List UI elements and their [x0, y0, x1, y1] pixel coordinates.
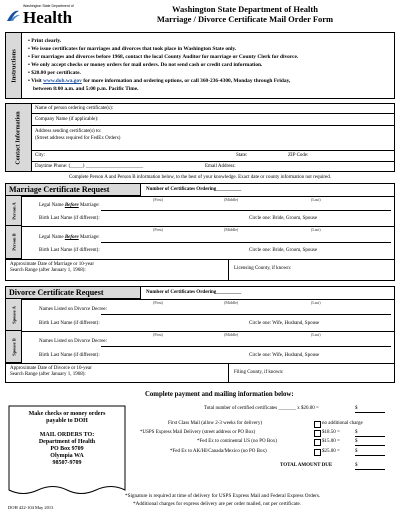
- person-b-circle[interactable]: Circle one: Bride, Groom, Spouse: [249, 248, 318, 253]
- total-due-amount[interactable]: $: [355, 463, 385, 470]
- title-line-2: Marriage / Divorce Certificate Mail Order Form: [156, 14, 334, 24]
- fedex-ak-charge: $25.00 =: [322, 449, 340, 454]
- fedex-ak-amount[interactable]: $: [355, 449, 385, 456]
- name-field-label[interactable]: Name of person ordering certificate(s):: [35, 106, 114, 111]
- divorce-date-label[interactable]: Approximate Date of Divorce or 10-year: [10, 366, 92, 371]
- first-class-charge: no additional charge: [322, 421, 363, 426]
- address-field-label[interactable]: Address sending certificate(s) to:: [35, 129, 102, 134]
- usps-checkbox[interactable]: [314, 430, 321, 437]
- completion-note: Complete Person A and Person B information below, to the best of your knowledge. Exact date or county information not required.: [69, 175, 331, 180]
- fedex-us-option: *Fed Ex to continental US (no PO Box): [197, 439, 277, 444]
- instruction-item: • We issue certificates for marriages and divorces that took place in Washington State only.: [28, 46, 237, 52]
- person-b-birth-last[interactable]: Birth Last Name (if different):: [39, 248, 100, 253]
- divorce-date-label-2: Search Range (after January 1, 1968):: [10, 372, 86, 377]
- marriage-num-certs[interactable]: Number of Certificates Ordering__________: [146, 187, 242, 192]
- payment-title: Complete payment and mailing information below:: [145, 391, 294, 398]
- marriage-county-field[interactable]: Licensing County, if known:: [234, 266, 292, 271]
- logo-mark-icon: [5, 7, 21, 23]
- person-b-legal-name[interactable]: Legal Name Before Marriage:: [39, 235, 100, 240]
- total-certs-amount[interactable]: $: [355, 406, 385, 413]
- spouse-a-listed[interactable]: Names Listed on Divorce Decree:: [39, 307, 108, 312]
- page-title: [95, 4, 395, 24]
- fedex-us-checkbox[interactable]: [314, 439, 321, 446]
- usps-option: *USPS Express Mail Delivery (street address or PO Box): [140, 430, 256, 435]
- logo-wordmark: Health: [23, 8, 73, 27]
- signature-note: *Signature is required at time of delivery for USPS Express Mail and Federal Express Orders.: [125, 493, 321, 499]
- usps-charge: $18.50 =: [322, 430, 340, 435]
- marriage-date-label[interactable]: Approximate Date of Marriage or 10-year: [10, 262, 94, 267]
- logo-subtitle: Washington State Department of: [23, 4, 74, 8]
- person-a-circle[interactable]: Circle one: Bride, Groom, Spouse: [249, 216, 318, 221]
- spouse-b-listed[interactable]: Names Listed on Divorce Decree:: [39, 339, 108, 344]
- marriage-title-bar: [6, 184, 141, 196]
- instruction-item: between 8:00 a.m. and 5:00 p.m. Pacific Time.: [33, 86, 139, 92]
- instruction-item: • For marriages and divorces before 1968, contact the local County Auditor for marriage or County Clerk for divorce.: [28, 54, 299, 60]
- fedex-us-amount[interactable]: $: [355, 439, 385, 446]
- email-field[interactable]: Email Address:: [205, 164, 236, 169]
- spouse-a-birth-last[interactable]: Birth Last Name (if different):: [39, 321, 100, 326]
- instruction-item: • Print clearly.: [28, 38, 62, 44]
- divorce-title-bar: [6, 287, 141, 299]
- first-class-option: First Class Mail (allow 2-3 weeks for delivery): [168, 421, 263, 426]
- contact-label: Contact Information: [15, 110, 21, 165]
- marriage-date-label-2: Search Range (after January 1, 1968):: [10, 268, 86, 273]
- spouse-b-bar: [6, 331, 22, 363]
- person-b-label: Person B: [11, 233, 16, 251]
- total-due-label: TOTAL AMOUNT DUE: [280, 463, 333, 468]
- spouse-b-birth-last[interactable]: Birth Last Name (if different):: [39, 353, 100, 358]
- marriage-title: Marriage Certificate Request: [9, 185, 110, 194]
- person-a-bar: [6, 196, 22, 226]
- divorce-title: Divorce Certificate Request: [9, 288, 104, 297]
- person-b-bar: [6, 226, 22, 259]
- instruction-item: • $20.00 per certificate.: [28, 70, 81, 76]
- state-field[interactable]: State:: [236, 153, 248, 158]
- form-number: DOH 422-104 May 2013: [8, 505, 54, 510]
- spouse-a-label: Spouse A: [11, 305, 16, 324]
- city-field[interactable]: City:: [35, 153, 46, 158]
- doh-website-link[interactable]: www.doh.wa.gov: [43, 78, 82, 84]
- total-certs-line[interactable]: Total number of certified certificates _______ x $20.00 =: [204, 406, 319, 411]
- additional-charges-note: *Additional charges for express delivery are per order mailed, not per certificate.: [133, 501, 301, 507]
- instructions-list: [28, 37, 298, 93]
- divorce-section: Divorce Certificate Request Number of Certificates Ordering__________ Spouse A (First) (Middle) (Last) Names Listed on Divorce Decree: Birth Last Name (if different): Circle one: Wife, Husband, Spouse Spouse B (First) (Middle) (Last) Names Listed on Divorce Decree: Birth Last Name (if different): Circle one: Wife, Husband, Spouse Approximate Date of Divorce or 10-year Search Range (after January 1, 1968): Filing County, if known:: [5, 286, 395, 383]
- address-note: (Street address required for FedEx Orders): [35, 136, 121, 141]
- spouse-b-circle[interactable]: Circle one: Wife, Husband, Spouse: [249, 353, 320, 358]
- doh-logo: [5, 4, 77, 30]
- usps-amount[interactable]: $: [355, 430, 385, 437]
- divorce-county-field[interactable]: Filing County, if known:: [234, 370, 284, 375]
- company-field-label[interactable]: Company Name (if applicable):: [35, 117, 99, 122]
- divorce-num-certs[interactable]: Number of Certificates Ordering__________: [146, 290, 242, 295]
- person-a-birth-last[interactable]: Birth Last Name (if different):: [39, 216, 100, 221]
- marriage-section: Marriage Certificate Request Number of Certificates Ordering__________ Person A (First) (Middle) (Last) Legal Name Before Marriage: Birth Last Name (if different): Circle one: Bride, Groom, Spouse Person B (First) (Middle) (Last) Legal Name Before Marriage: Birth Last Name (if different): Circle one: Bride, Groom, Spouse Approximate Date of Marriage or 10-year Search Range (after January 1, 1968): Licensing County, if known:: [5, 183, 395, 281]
- fedex-ak-option: *Fed Ex to AK/HI/Canada/Mexico (no PO Box): [170, 449, 267, 454]
- phone-field[interactable]: Daytime Phone: (_____) _______________________: [35, 164, 144, 169]
- zip-field[interactable]: ZIP Code:: [288, 153, 309, 158]
- contact-label-bar: [6, 104, 32, 171]
- mail-order-box: [8, 405, 126, 500]
- spouse-a-circle[interactable]: Circle one: Wife, Husband, Spouse: [249, 321, 320, 326]
- contact-section: [5, 103, 395, 172]
- spouse-a-bar: [6, 299, 22, 331]
- instructions-section: [5, 32, 395, 99]
- instruction-item: • We only accept checks or money orders for mail orders. Do not send cash or credit card information.: [28, 62, 263, 68]
- instructions-label: Instructions: [10, 48, 17, 83]
- title-line-1: Washington State Department of Health: [172, 4, 318, 14]
- instruction-item: • Visit www.doh.wa.gov for more information and ordering options, or call 360-236-4300, Monday through Friday,: [28, 78, 291, 84]
- spouse-b-label: Spouse B: [11, 337, 16, 356]
- fedex-ak-checkbox[interactable]: [314, 449, 321, 456]
- person-a-label: Person A: [11, 201, 16, 220]
- person-a-legal-name[interactable]: Legal Name Before Marriage:: [39, 203, 100, 208]
- instructions-label-bar: [6, 33, 22, 98]
- mail-order-text: Make checks or money orders payable to DOH MAIL ORDERS TO: Department of Health PO Box 9709 Olympia WA 98507-9709: [28, 411, 106, 466]
- first-class-checkbox[interactable]: [314, 421, 321, 428]
- fedex-us-charge: $15.00 =: [322, 439, 340, 444]
